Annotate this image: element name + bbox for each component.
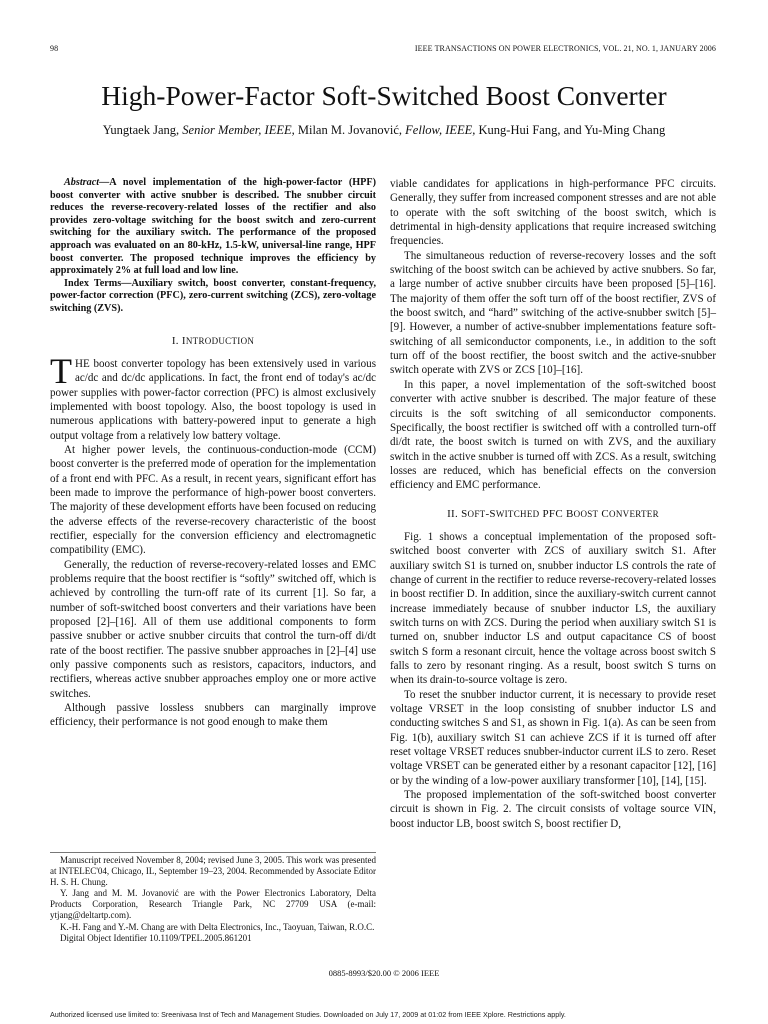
license-notice: Authorized licensed use limited to: Sreenivasa Inst of Tech and Management Studies. Downloaded on July 17, 2009 at 01:02 from IEEE Xplore. Restrictions apply. bbox=[50, 1010, 566, 1019]
author-1-role: Senior Member, IEEE, bbox=[182, 123, 295, 137]
right-column bbox=[390, 177, 716, 831]
abstract-lead: Abstract— bbox=[64, 177, 110, 188]
author-2: Milan M. Jovanović, bbox=[297, 123, 403, 137]
right-paragraph-fig1: Fig. 1 shows a conceptual implementation of the proposed soft-switched boost converter with ZCS of auxiliary switch S1. After auxiliary switch S1 is turned on, snubber inductor LS controls the rate of change of current in the rectifier to reduce reverse-recovery-related losses in boost rectifier D. In addition, since the auxiliary-switch current cannot increase immediately because of snubber inductor LS, the auxiliary switch turns on with ZCS. During the period when auxiliary switch S1 is turned on, snubber inductor LS and output capacitance CS of boost switch S form a resonant circuit, hence the voltage across boost switch S falls to zero by resonant ringing. As a result, boost switch S turns on when its drain-to-source voltage is zero. bbox=[390, 530, 717, 687]
section-sc: ONVERTER bbox=[609, 508, 659, 519]
section-part: -S bbox=[485, 507, 496, 520]
section-part: C bbox=[598, 507, 610, 520]
intro-paragraph-2: At higher power levels, the continuous-conduction-mode (CCM) boost converter is the preferred mode of operation for the implementation of a front end with PFC. As a result, in recent years, significant effort has been made to improve the performance of high-power boost converters. The majority of these development efforts have been focused on reducing the adverse effects of the reverse-recovery characteristic of the boost rectifier, especially for the conversion efficiency and electromagnetic compatibility (EMC). bbox=[50, 443, 376, 557]
footnote-manuscript: Manuscript received November 8, 2004; revised June 3, 2005. This work was presented at INTELEC'04, Chicago, IL, September 19–23, 2004. Recommended by Associate Editor H. S. H. Chung. bbox=[50, 855, 377, 888]
right-paragraph-2: The simultaneous reduction of reverse-recovery losses and the soft switching of the boost switch can be achieved by active snubbers. So far, a large number of active snubber circuits have been proposed [5]–[16]. The majority of them offer the soft turn off of the boost rectifier, ZVS of the boost switch, and “hard” switching of the active-snubber switch [5]–[9]. However, a number of active-snubber implementations feature soft-switching of all semiconductor components, i.e., in addition to the soft turn off of the boost rectifier, the boost switch and the active-snubber switch operate with ZVS or ZCS [10]–[16]. bbox=[390, 249, 716, 377]
right-paragraph-1: viable candidates for applications in high-performance PFC circuits. Generally, they suffer from increased component stresses and are not able to operate with the soft switching of the boost switch, which is detrimental in high-density applications that require increased switching frequencies. bbox=[390, 178, 716, 248]
right-paragraph-implementation: The proposed implementation of the soft-switched boost converter circuit is shown in Fig. 2. The circuit consists of voltage source VIN, boost inductor LB, boost switch S, boost rectifier D, bbox=[390, 789, 716, 830]
footnote-affiliation-1: Y. Jang and M. M. Jovanović are with the Power Electronics Laboratory, Delta Products Corporation, Research Triangle Park, NC 27709 USA (e-mail: ytjang@deltartp.com). bbox=[50, 888, 376, 921]
abstract bbox=[50, 177, 376, 278]
footnote bbox=[50, 852, 376, 944]
right-paragraph-3: In this paper, a novel implementation of the soft-switched boost converter with active snubber is described. The major feature of these circuits is the soft switching of all semiconductor components. Specifically, the boost rectifier is switched off with a controlled turn-off di/dt rate, the boost switch is turned on with ZVS, and the auxiliary switch in the active snubber is turned off with ZCS. As a result, switching losses are reduced, which has beneficial effects on the conversion efficiency and EMC performance. bbox=[390, 378, 716, 492]
section-sc: WITCHED bbox=[495, 508, 540, 519]
intro-paragraph-1 bbox=[50, 350, 376, 443]
left-column bbox=[50, 177, 376, 730]
paper-title: High-Power-Factor Soft-Switched Boost Converter bbox=[101, 80, 667, 111]
author-rest: Kung-Hui Fang, and Yu-Ming Chang bbox=[478, 123, 666, 137]
intro-paragraph-3: Generally, the reduction of reverse-recovery-related losses and EMC problems require that the boost rectifier is “softly” switched off, which is achieved by controlling the turn-off rate of its current [1]. So far, a number of soft-switched boost converters and their variations have been proposed [2]–[16]. All of them use additional components to form passive snubber or active snubber circuits that control the turn-off di/dt rate of the boost rectifier. The passive snubber approaches in [2]–[4] use only passive components such as resistors, capacitors, inductors, and rectifiers, whereas active snubber approaches employ one or more active switches. bbox=[50, 558, 376, 700]
issn-copyright: 0885-8993/$20.00 © 2006 IEEE bbox=[328, 968, 440, 978]
section-number: II. bbox=[447, 507, 462, 520]
author-list bbox=[0, 122, 768, 138]
drop-cap: T bbox=[50, 350, 72, 391]
index-terms-lead: Index Terms— bbox=[64, 277, 132, 289]
footnote-doi: Digital Object Identifier 10.1109/TPEL.2005.861201 bbox=[60, 932, 252, 943]
abstract-text: A novel implementation of the high-power-factor (HPF) boost converter with active snubber is described. The snubber circuit reduces the reverse-recovery-related losses of the rectifier and also provides zero-voltage switching for the boost switch and zero-current switching for the auxiliary switch. The performance of the proposed approach was evaluated on an 80-kHz, 1.5-kW, universal-line range, HPF boost converter. The proposed technique improves the efficiency by approximately 2% at full load and low line. bbox=[50, 177, 376, 277]
section-heading-soft-switched bbox=[390, 507, 716, 521]
section-part: PFC B bbox=[539, 507, 574, 520]
section-number: I. bbox=[171, 334, 182, 347]
author-1: Yungtaek Jang, bbox=[102, 123, 180, 137]
intro-paragraph-4: Although passive lossless snubbers can marginally improve efficiency, their performance is not good enough to make them bbox=[50, 702, 376, 729]
index-terms-text: Auxiliary switch, boost converter, constant-frequency, power-factor correction (PFC), zero-current switching (ZCS), zero-voltage switching (ZVS). bbox=[50, 277, 376, 314]
section-sc: OFT bbox=[467, 508, 486, 519]
right-paragraph-reset: To reset the snubber inductor current, it is necessary to provide reset voltage VRSET in the loop consisting of snubber inductor LS and conducting switches S and S1, as shown in Fig. 1(a). As can be seen from Fig. 1(b), auxiliary switch S1 can achieve ZCS if it is turned off after reset voltage VRSET reduces snubber-inductor current iLS to zero. Reset voltage VRSET can be generated either by a resonant capacitor [12], [16] or by the winding of a low-power auxiliary transformer [10], [14], [15]. bbox=[390, 688, 716, 787]
footnote-affiliation-2: K.-H. Fang and Y.-M. Chang are with Delta Electronics, Inc., Taoyuan, Taiwan, R.O.C. bbox=[60, 921, 375, 932]
page-number: 98 bbox=[50, 44, 59, 53]
section-heading-introduction bbox=[50, 334, 376, 348]
section-rest: NTRODUCTION bbox=[185, 335, 255, 346]
journal-header: IEEE TRANSACTIONS ON POWER ELECTRONICS, VOL. 21, NO. 1, JANUARY 2006 bbox=[414, 44, 716, 53]
section-initial: S bbox=[461, 507, 468, 520]
author-2-role: Fellow, IEEE, bbox=[405, 123, 476, 137]
intro-p1-text: HE boost converter topology has been extensively used in various ac/dc and dc/dc applications. In fact, the front end of today's ac/dc power supplies with power-factor correction (PFC) is almost exclusively implemented with boost topology. Also, the boost topology is used in numerous applications with battery-powered input to generate a high output voltage from a relatively low battery voltage. bbox=[50, 357, 376, 442]
section-sc: OOST bbox=[573, 508, 599, 519]
index-terms bbox=[50, 278, 376, 316]
section-initial: I bbox=[181, 334, 186, 347]
